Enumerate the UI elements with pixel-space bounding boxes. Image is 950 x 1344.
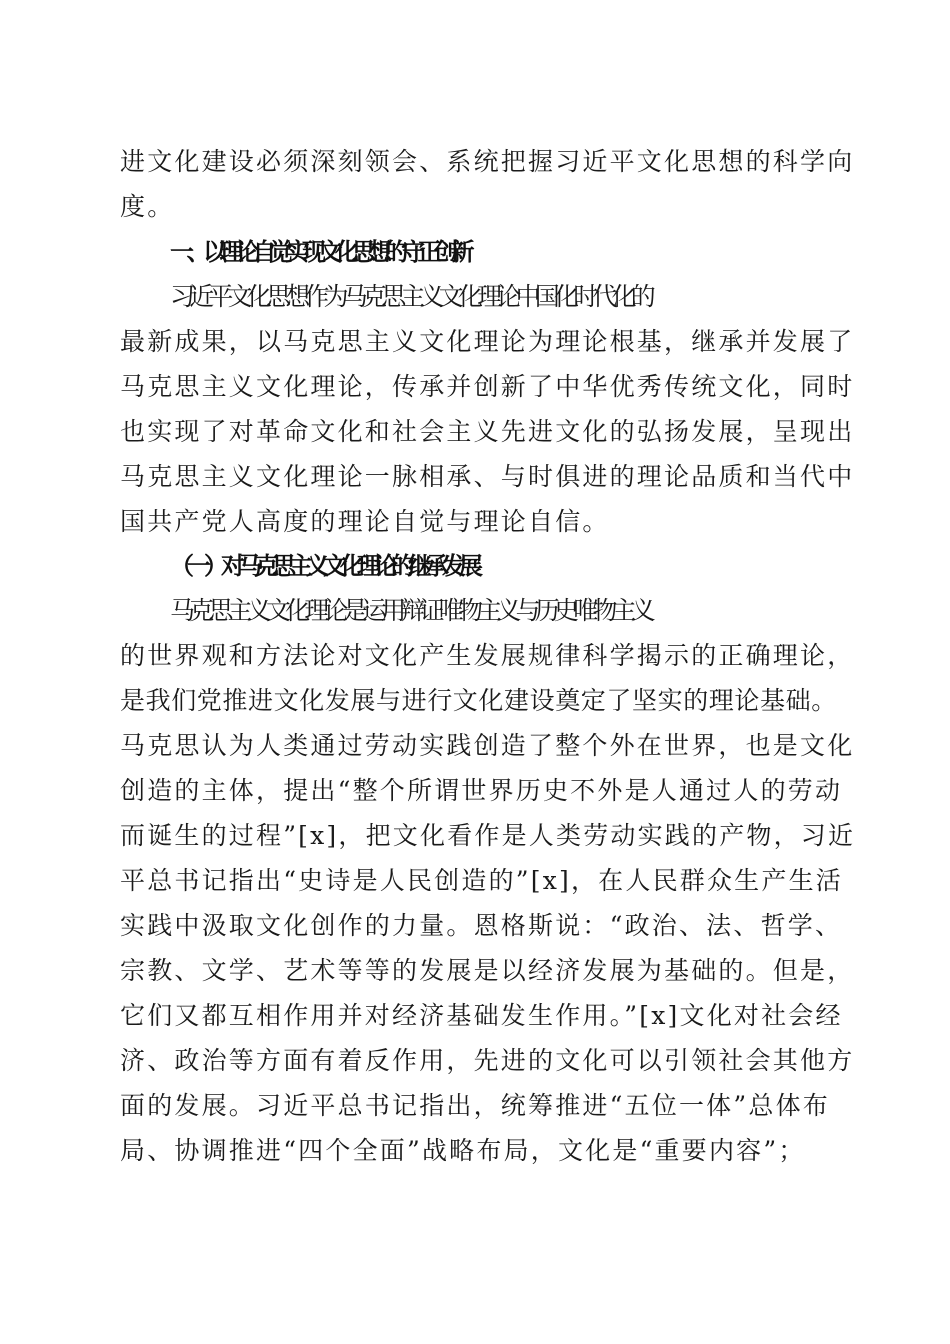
paragraph-line: 国共产党人高度的理论自觉与理论自信。 [120,507,610,536]
paragraph-line: 最新成果，以马克思主义文化理论为理论根基，继承并发展了 [120,327,855,356]
paragraph-line: 马克思主义文化理论，传承并创新了中华优秀传统文化，同时 [120,372,855,401]
paragraph-line: 面的发展。习近平总书记指出，统筹推进“五位一体”总体布 [120,1091,830,1120]
paragraph-line: 实践中汲取文化创作的力量。恩格斯说：“政治、法、哲学、 [120,911,843,940]
paragraph-line: 而诞生的过程”[x]，把文化看作是人类劳动实践的产物，习近 [120,821,856,850]
paragraph-line: 也实现了对革命文化和社会主义先进文化的弘扬发展，呈现出 [120,417,855,446]
paragraph-line: 的世界观和方法论对文化产生发展规律科学揭示的正确理论， [120,641,855,670]
paragraph-line: 它们又都互相作用并对经济基础发生作用。”[x]文化对社会经 [120,1001,843,1030]
paragraph-line: 习近平文化思想作为马克思主义文化理论中国化时代化的 [170,282,651,311]
subsection-heading: （一）对马克思主义文化理论的继承发展 [170,551,476,580]
intro-line: 度。 [120,192,175,221]
paragraph-line: 平总书记指出“史诗是人民创造的”[x]，在人民群众生产生活 [120,866,843,895]
paragraph-line: 马克思主义文化理论是运用辩证唯物主义与历史唯物主义 [170,596,651,625]
paragraph-line: 是我们党推进文化发展与进行文化建设奠定了坚实的理论基础。 [120,686,837,715]
paragraph-line: 马克思主义文化理论一脉相承、与时俱进的理论品质和当代中 [120,462,855,491]
paragraph-line: 济、政治等方面有着反作用，先进的文化可以引领社会其他方 [120,1046,855,1075]
intro-line: 进文化建设必须深刻领会、系统把握习近平文化思想的科学向 [120,147,855,176]
paragraph-line: 局、协调推进“四个全面”战略布局，文化是“重要内容”； [120,1136,806,1165]
section-heading: 一、以理论自觉实现文化思想的守正创新 [170,238,467,266]
paragraph-line: 创造的主体，提出“整个所谓世界历史不外是人通过人的劳动 [120,776,843,805]
paragraph-line: 宗教、文学、艺术等等的发展是以经济发展为基础的。但是， [120,956,855,985]
paragraph-line: 马克思认为人类通过劳动实践创造了整个外在世界，也是文化 [120,731,855,760]
